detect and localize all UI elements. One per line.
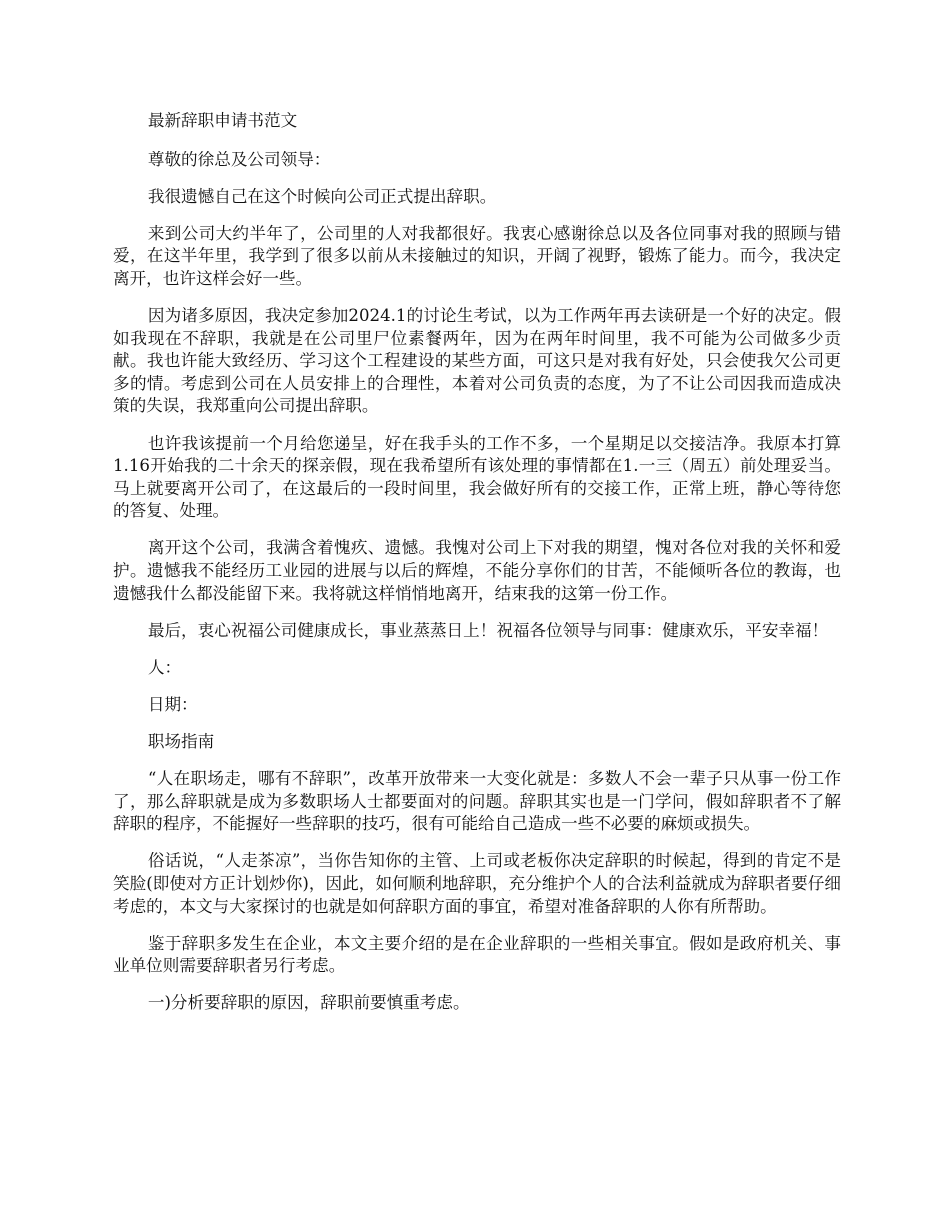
salutation: 尊敬的徐总及公司领导：: [147, 149, 331, 169]
date-line: 日期：: [147, 694, 198, 714]
body-paragraph: 离开这个公司，我满含着愧疚、遗憾。我愧对公司上下对我的期望，愧对各位对我的关怀和爱护。遗憾我不能经历工业园的进展与以后的辉煌，不能分享你们的甘苦，不能倾听各位的教诲，也遗憾我什么都没能留下来。我将就这样悄悄地离开，结束我的这第一份工作。: [113, 538, 841, 603]
body-paragraph: 鉴于辞职多发生在企业，本文主要介绍的是在企业辞职的一些相关事宜。假如是政府机关、事业单位则需要辞职者另行考虑。: [113, 933, 841, 976]
closing-paragraph: 最后，衷心祝福公司健康成长，事业蒸蒸日上！祝福各位领导与同事：健康欢乐，平安幸福！: [147, 620, 829, 640]
body-paragraph: 来到公司大约半年了，公司里的人对我都很好。我衷心感谢徐总以及各位同事对我的照顾与错爱，在这半年里，我学到了很多以前从未接触过的知识，开阔了视野，锻炼了能力。而今，我决定离开，也许这样会好一些。: [113, 223, 841, 288]
body-paragraph: 我很遗憾自己在这个时候向公司正式提出辞职。: [147, 186, 497, 206]
subsection-heading: 一)分析要辞职的原因，辞职前要慎重考虑。: [147, 993, 470, 1013]
signature-line: 人：: [147, 657, 182, 677]
section-heading: 职场指南: [147, 731, 215, 751]
body-paragraph: 也许我该提前一个月给您递呈，好在我手头的工作不多，一个星期足以交接洁净。我原本打算1.16开始我的二十余天的探亲假，现在我希望所有该处理的事情都在1.一三（周五）前处理妥当。马上就要离开公司了，在这最后的一段时间里，我会做好所有的交接工作，正常上班，静心等待您的答复、处理。: [113, 433, 841, 521]
body-paragraph: 因为诸多原因，我决定参加2024.1的讨论生考试，以为工作两年再去读研是一个好的决定。假如我现在不辞职，我就是在公司里尸位素餐两年，因为在两年时间里，我不可能为公司做多少贡献。我也许能大致经历、学习这个工程建设的某些方面，可这只是对我有好处，只会使我欠公司更多的情。考虑到公司在人员安排上的合理性，本着对公司负责的态度，为了不让公司因我而造成决策的失误，我郑重向公司提出辞职。: [113, 306, 841, 416]
body-paragraph: “人在职场走，哪有不辞职”，改革开放带来一大变化就是：多数人不会一辈子只从事一份工作了，那么辞职就是成为多数职场人士都要面对的问题。辞职其实也是一门学问，假如辞职者不了解辞职的程序，不能握好一些辞职的技巧，很有可能给自己造成一些不必要的麻烦或损失。: [113, 769, 841, 834]
document-page: [113, 110, 841, 1029]
document-title: 最新辞职申请书范文: [147, 111, 298, 130]
body-paragraph: 俗话说，“人走茶凉”，当你告知你的主管、上司或老板你决定辞职的时候起，得到的肯定不是笑脸(即使对方正计划炒你)，因此，如何顺利地辞职，充分维护个人的合法利益就成为辞职者要仔细考虑的，本文与大家探讨的也就是如何辞职方面的事宜，希望对准备辞职的人你有所帮助。: [113, 851, 841, 916]
